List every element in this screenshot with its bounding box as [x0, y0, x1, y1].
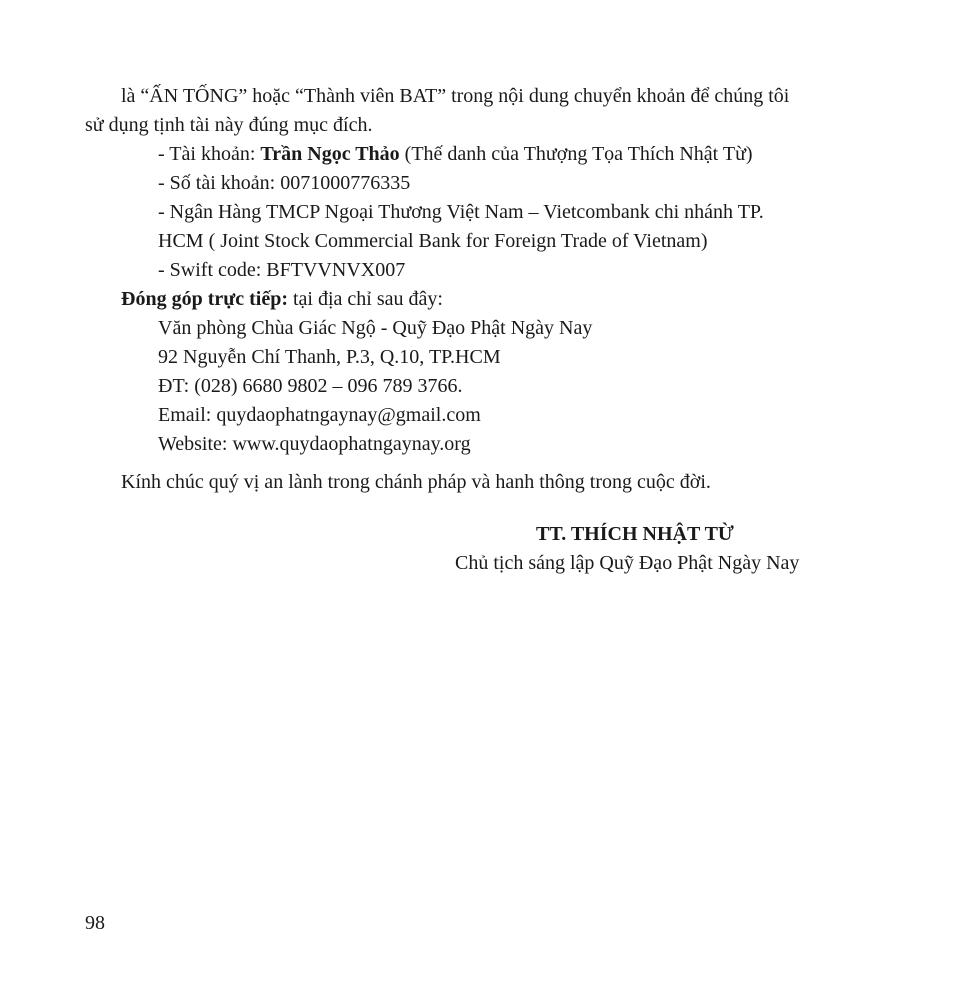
direct-contribution-label: Đóng góp trực tiếp:	[121, 288, 288, 310]
paragraph-line: là “ẤN TỐNG” hoặc “Thành viên BAT” trong nội dung chuyển khoản để chúng tôi	[121, 85, 790, 107]
account-note: (Thế danh của Thượng Tọa Thích Nhật Từ)	[399, 143, 753, 165]
direct-contribution-text: tại địa chỉ sau đây:	[287, 288, 443, 310]
account-number: - Số tài khoản: 0071000776335	[158, 172, 411, 194]
account-prefix: - Tài khoản:	[158, 143, 261, 165]
office-address: 92 Nguyễn Chí Thanh, P.3, Q.10, TP.HCM	[158, 346, 501, 368]
bank-line: - Ngân Hàng TMCP Ngoại Thương Việt Nam – Vietcombank chi nhánh TP.	[158, 201, 764, 223]
bank-line-continued: HCM ( Joint Stock Commercial Bank for Foreign Trade of Vietnam)	[158, 230, 708, 252]
paragraph-line: sử dụng tịnh tài này đúng mục đích.	[85, 114, 373, 136]
signature-title: Chủ tịch sáng lập Quỹ Đạo Phật Ngày Nay	[455, 552, 800, 574]
direct-contribution-line	[121, 289, 443, 309]
swift-code: - Swift code: BFTVVNVX007	[158, 259, 406, 281]
office-name: Văn phòng Chùa Giác Ngộ - Quỹ Đạo Phật Ngày Nay	[158, 317, 593, 339]
account-line	[158, 144, 753, 164]
account-name: Trần Ngọc Thảo	[260, 143, 400, 165]
phone-line: ĐT: (028) 6680 9802 – 096 789 3766.	[158, 375, 463, 397]
closing-line: Kính chúc quý vị an lành trong chánh pháp và hanh thông trong cuộc đời.	[121, 471, 711, 493]
website-line: Website: www.quydaophatngaynay.org	[158, 433, 471, 455]
page-number: 98	[85, 912, 105, 934]
email-line: Email: quydaophatngaynay@gmail.com	[158, 404, 481, 426]
signature-name: TT. THÍCH NHẬT TỪ	[536, 523, 734, 545]
